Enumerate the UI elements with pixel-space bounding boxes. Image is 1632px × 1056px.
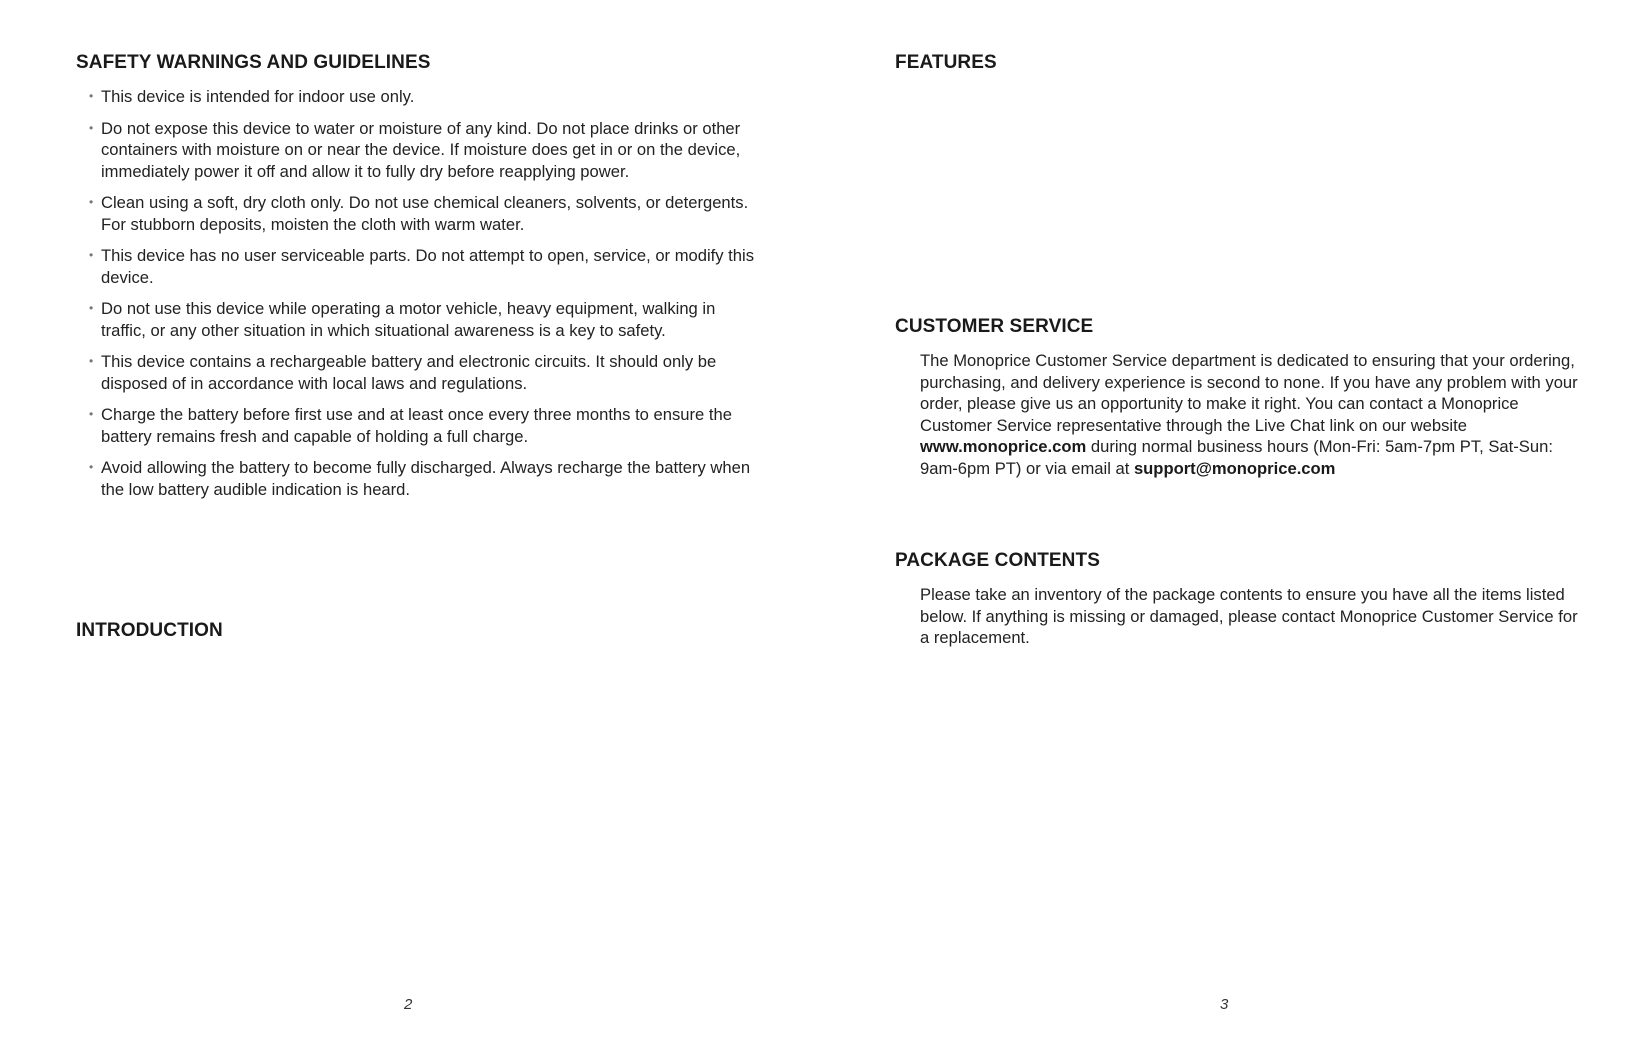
bullet-dot-icon: • [89, 301, 94, 315]
features-heading: FEATURES [895, 52, 997, 73]
bullet-text: Do not expose this device to water or moisture of any kind. Do not place drinks or other containers with moisture on or near the device. If moisture does get in or on the device, immediately power it off and allow it to fully dry before reapplying power. [101, 118, 741, 181]
right-page [816, 0, 1632, 1056]
bullet-text: This device has no user serviceable parts. Do not attempt to open, service, or modify this device. [101, 246, 754, 287]
bullet-text: This device is intended for indoor use only. [101, 87, 415, 106]
bullet-text: Do not use this device while operating a motor vehicle, heavy equipment, walking in traffic, or any other situation in which situational awareness is a key to safety. [101, 299, 716, 340]
list-item [89, 118, 759, 183]
bullet-dot-icon: • [89, 407, 94, 421]
bullet-text: Charge the battery before first use and at least once every three months to ensure the battery remains fresh and capable of holding a full charge. [101, 405, 732, 446]
package-contents-heading: PACKAGE CONTENTS [895, 550, 1100, 571]
bullet-text: Avoid allowing the battery to become fully discharged. Always recharge the battery when the low battery audible indication is heard. [101, 458, 751, 499]
list-item [89, 351, 759, 394]
list-item [89, 298, 759, 341]
introduction-heading: INTRODUCTION [76, 620, 223, 641]
bullet-dot-icon: • [89, 354, 94, 368]
support-email-link[interactable]: support@monoprice.com [1133, 458, 1336, 478]
list-item [89, 457, 759, 500]
page-number: 2 [404, 996, 413, 1013]
customer-service-heading: CUSTOMER SERVICE [895, 316, 1094, 337]
bullet-dot-icon: • [89, 460, 94, 474]
bullet-dot-icon: • [89, 89, 94, 103]
list-item [89, 245, 759, 288]
customer-service-text-1: The Monoprice Customer Service department is dedicated to ensuring that your ordering, purchasing, and delivery experience is second to none. If you have any problem with your order, please give us an opportunity to make it right. You can contact a Monoprice Customer Service representative through the Live Chat link on our website [920, 351, 1578, 435]
list-item [89, 86, 759, 108]
website-link[interactable]: www.monoprice.com [920, 437, 1087, 456]
package-contents-paragraph: Please take an inventory of the package contents to ensure you have all the items listed below. If anything is missing or damaged, please contact Monoprice Customer Service for a replacement. [920, 585, 1578, 647]
bullet-dot-icon: • [89, 248, 94, 262]
bullet-text: Clean using a soft, dry cloth only. Do not use chemical cleaners, solvents, or detergents. For stubborn deposits, moisten the cloth with warm water. [101, 193, 749, 234]
safety-warnings-heading: SAFETY WARNINGS AND GUIDELINES [76, 52, 431, 73]
bullet-text: This device contains a rechargeable battery and electronic circuits. It should only be disposed of in accordance with local laws and regulations. [101, 352, 717, 393]
customer-service-text-2: during normal business hours (Mon-Fri: 5am-7pm PT, Sat-Sun: 9am-6pm PT) or via email at [920, 437, 1553, 478]
safety-warnings-list [89, 86, 759, 510]
list-item [89, 192, 759, 235]
bullet-dot-icon: • [89, 120, 94, 135]
page-number: 3 [1220, 996, 1229, 1013]
customer-service-paragraph [920, 350, 1580, 479]
bullet-dot-icon: • [89, 195, 94, 209]
list-item [89, 404, 759, 447]
